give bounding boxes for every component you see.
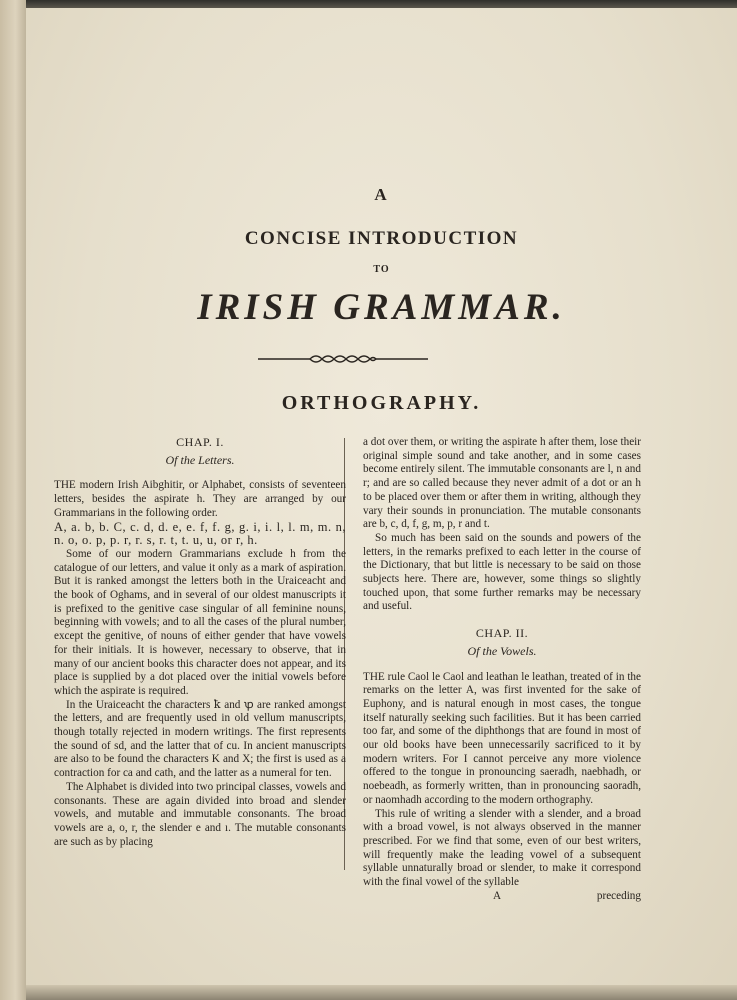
- alphabet-listing: A, a. b, b. C, c. d, d. e, e. f, f. g, g. i, i. l, l. m, m. n, n. o, o. p, p. r, r. s, r. t, t. u, u, or r, h.: [54, 519, 346, 548]
- book-gutter: [0, 0, 27, 1000]
- catchword: preceding: [596, 889, 641, 902]
- title-concise-introduction: CONCISE INTRODUCTION: [244, 228, 519, 249]
- paragraph: The Alphabet is divided into two principal classes, vowels and consonants. These are again divided into broad and slender vowels, and mutable and immutable consonants. The broad vowels are a, o, r, the slender e and ı. The mutable consonants are such as by placing: [54, 780, 346, 848]
- chapter-subheading: Of the Letters.: [165, 452, 235, 467]
- bottom-edge: [26, 985, 737, 1000]
- chapter-subheading: Of the Vowels.: [467, 643, 537, 658]
- paragraph: a dot over them, or writing the aspirate h after them, lose their original simple sound and take another, and in some cases become entirely silent. The immutable consonants are l, n and r; and are so called because they never admit of a dot or an h to be placed over them or after them in writing, although they vary their sounds in pronunciation. The mutable consonants are b, c, d, f, g, m, p, r and t.: [363, 436, 641, 531]
- title-to: TO: [373, 264, 390, 275]
- right-column: [363, 436, 641, 904]
- chapter-heading: CHAP. II.: [475, 626, 529, 641]
- paragraph: This rule of writing a slender with a slender, and a broad with a broad vowel, is not always observed in the manner prescribed. For we find that some, even of our best writers, will frequently make the leading vowel of a subsequent syllable unnaturally broad or slender, to make it correspond with the final vowel of the syllable: [363, 807, 641, 889]
- paragraph: Some of our modern Grammarians exclude h from the catalogue of our letters, and value it only as a mark of aspiration. But it is ranked amongst the letters both in the Uraiceacht and the book of Oghams, and in several of our oldest manuscripts it is prefixed to the genitive case singular of all feminine nouns, beginning with vowels; and to all the cases of the plural number, except the genitive, of nouns of either gender that have vowels for their initials. It is however, necessary to observe, that in many of our ancient books this character does not appear, and its place is supplied by a dot placed over the initial vowels before which the aspirate is required.: [54, 547, 346, 697]
- title-a: A: [374, 185, 389, 204]
- book-page: [26, 8, 737, 992]
- top-edge: [26, 0, 737, 8]
- ornament-divider: [258, 352, 428, 366]
- paragraph: So much has been said on the sounds and powers of the letters, in the remarks prefixed to each letter in the course of the Dictionary, that but little is necessary to be said on those subjects here. There are, however, some things so slightly touched upon, that some further remarks may be necessary and useful.: [363, 531, 641, 613]
- paragraph: THE rule Caol le Caol and leathan le leathan, treated of in the remarks on the letter A, was first invented for the sake of Euphony, and is natural enough in most cases, the tongue itself naturally seeking such facilities. But it has been carried too far, and some of the diphthongs that are found in most of our old books have been unnecessarily sacrificed to it by modern writers. For I cannot perceive any more violence offered to the tongue in pronouncing saeradh, naebhadh, or noebeadh, as formerly written, than in pronouncing saoradh, or naomhadh according to the modern orthography.: [363, 670, 641, 806]
- chapter-heading: CHAP. I.: [176, 435, 224, 449]
- paragraph: THE modern Irish Aibghitir, or Alphabet, consists of seventeen letters, besides the aspirate h. They are arranged by our Grammarians in the following order.: [54, 479, 346, 519]
- signature-mark: A: [493, 889, 502, 902]
- page-footer: [363, 890, 641, 904]
- title-irish-grammar: IRISH GRAMMAR.: [197, 287, 566, 328]
- section-heading-orthography: ORTHOGRAPHY.: [281, 392, 482, 414]
- left-column: [54, 436, 346, 849]
- paragraph: In the Uraiceacht the characters ꝁ and ꝕ are ranked amongst the letters, and are frequently used in old vellum manuscripts, though totally rejected in modern writings. The first represents the sound of sd, and the latter that of cu. In ancient manuscripts are also to be found the characters K and X; the first is used as a contraction for ca and cath, and the latter as a numeral for ten.: [54, 698, 346, 780]
